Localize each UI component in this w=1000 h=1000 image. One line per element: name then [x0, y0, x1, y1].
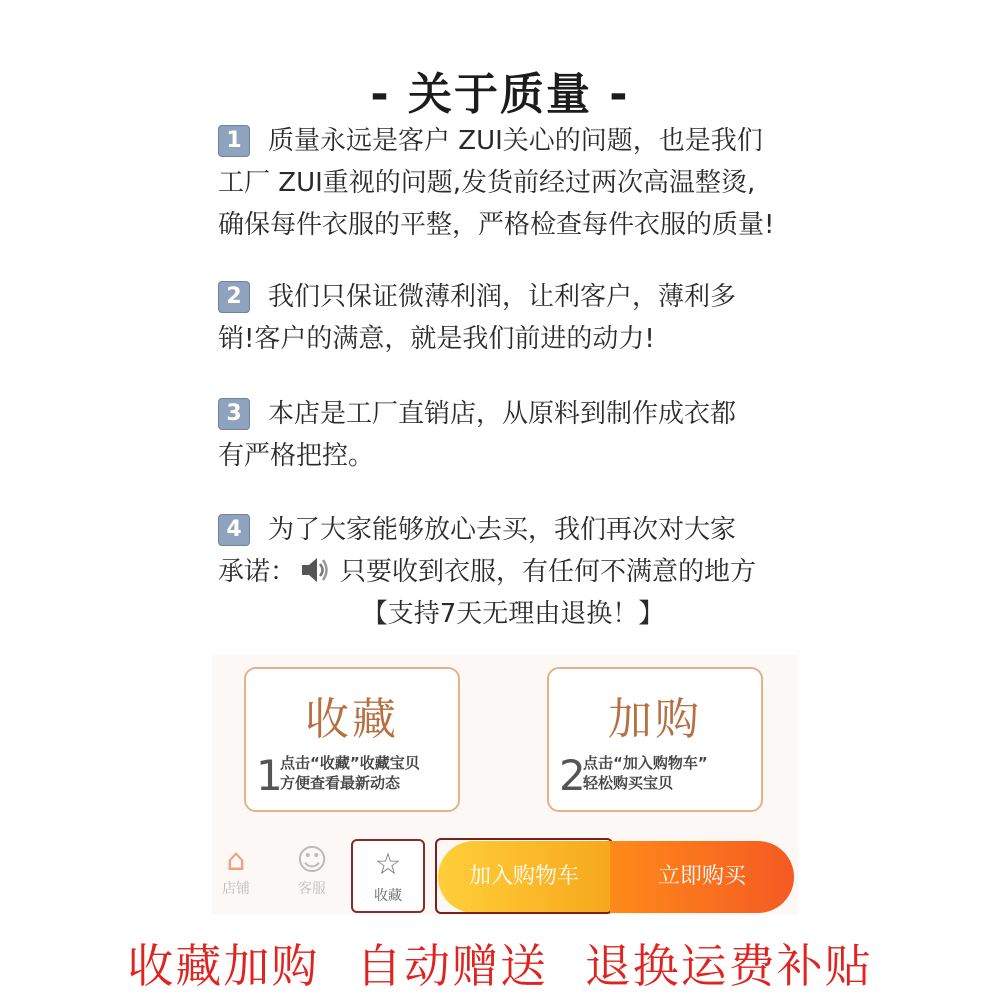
- add-cart-card-desc: [583, 753, 708, 793]
- page-title: - 关于质量 -: [370, 69, 630, 120]
- quality-item-2: [218, 276, 838, 360]
- number-badge-2: 2: [218, 281, 250, 313]
- buy-now-button[interactable]: 立即购买: [610, 841, 794, 913]
- shop-icon: ⌂: [226, 843, 246, 878]
- service-label: 客服: [298, 881, 326, 897]
- number-badge-4: 4: [218, 514, 250, 546]
- item-2-line-1: 我们只保证微薄利润，让利客户，薄利多: [268, 282, 737, 312]
- number-badge-1: 1: [218, 125, 250, 157]
- service-icon: ☺: [296, 843, 328, 878]
- add-cart-card-title: 加购: [608, 694, 702, 745]
- add-cart-card-desc-2: 轻松购买宝贝: [583, 774, 674, 792]
- item-3-line-1: 本店是工厂直销店，从原料到制作成衣都: [268, 399, 737, 429]
- favorite-card-desc-2: 方便查看最新动态: [280, 774, 401, 792]
- favorite-card-desc-1: 点击“收藏”收藏宝贝: [280, 754, 420, 772]
- favorite-label: 收藏: [374, 888, 402, 904]
- item-2-line-2: 销!客户的满意，就是我们前进的动力!: [218, 324, 655, 354]
- quality-item-4: [218, 509, 838, 635]
- item-1-line-1: 质量永远是客户 ZUI关心的问题，也是我们: [268, 126, 763, 156]
- item-4-line-2-prefix: 承诺：: [218, 557, 297, 587]
- return-policy: 【支持7天无理由退换！】: [361, 599, 665, 629]
- favorite-card-step: 1: [256, 751, 283, 800]
- shop-label: 店铺: [222, 881, 250, 897]
- favorite-card-desc: [280, 753, 420, 793]
- star-icon: ☆: [374, 847, 402, 882]
- number-badge-3: 3: [218, 398, 250, 430]
- item-3-line-2: 有严格把控。: [218, 441, 375, 471]
- favorite-card: [244, 667, 460, 812]
- favorite-button[interactable]: [351, 839, 425, 913]
- item-1-line-2: 工厂 ZUI重视的问题,发货前经过两次高温整烫,: [218, 168, 756, 198]
- item-4-line-1: 为了大家能够放心去买，我们再次对大家: [268, 515, 737, 545]
- add-to-cart-button[interactable]: 加入购物车: [438, 841, 610, 913]
- add-cart-card-step: 2: [559, 751, 586, 800]
- add-to-cart-highlight: [435, 838, 613, 914]
- quality-item-3: [218, 393, 838, 477]
- item-4-line-2: 只要收到衣服，有任何不满意的地方: [340, 557, 757, 587]
- speaker-icon: [300, 555, 330, 583]
- quality-item-1: [218, 120, 838, 246]
- item-1-line-3: 确保每件衣服的平整，严格检查每件衣服的质量!: [218, 210, 775, 240]
- add-cart-card: [547, 667, 763, 812]
- promo-footer: 收藏加购 自动赠送 退换运费补贴: [127, 939, 873, 993]
- service-nav[interactable]: [288, 844, 336, 898]
- shop-nav[interactable]: [212, 844, 260, 898]
- add-cart-card-desc-1: 点击“加入购物车”: [583, 754, 708, 772]
- favorite-card-title: 收藏: [305, 694, 399, 745]
